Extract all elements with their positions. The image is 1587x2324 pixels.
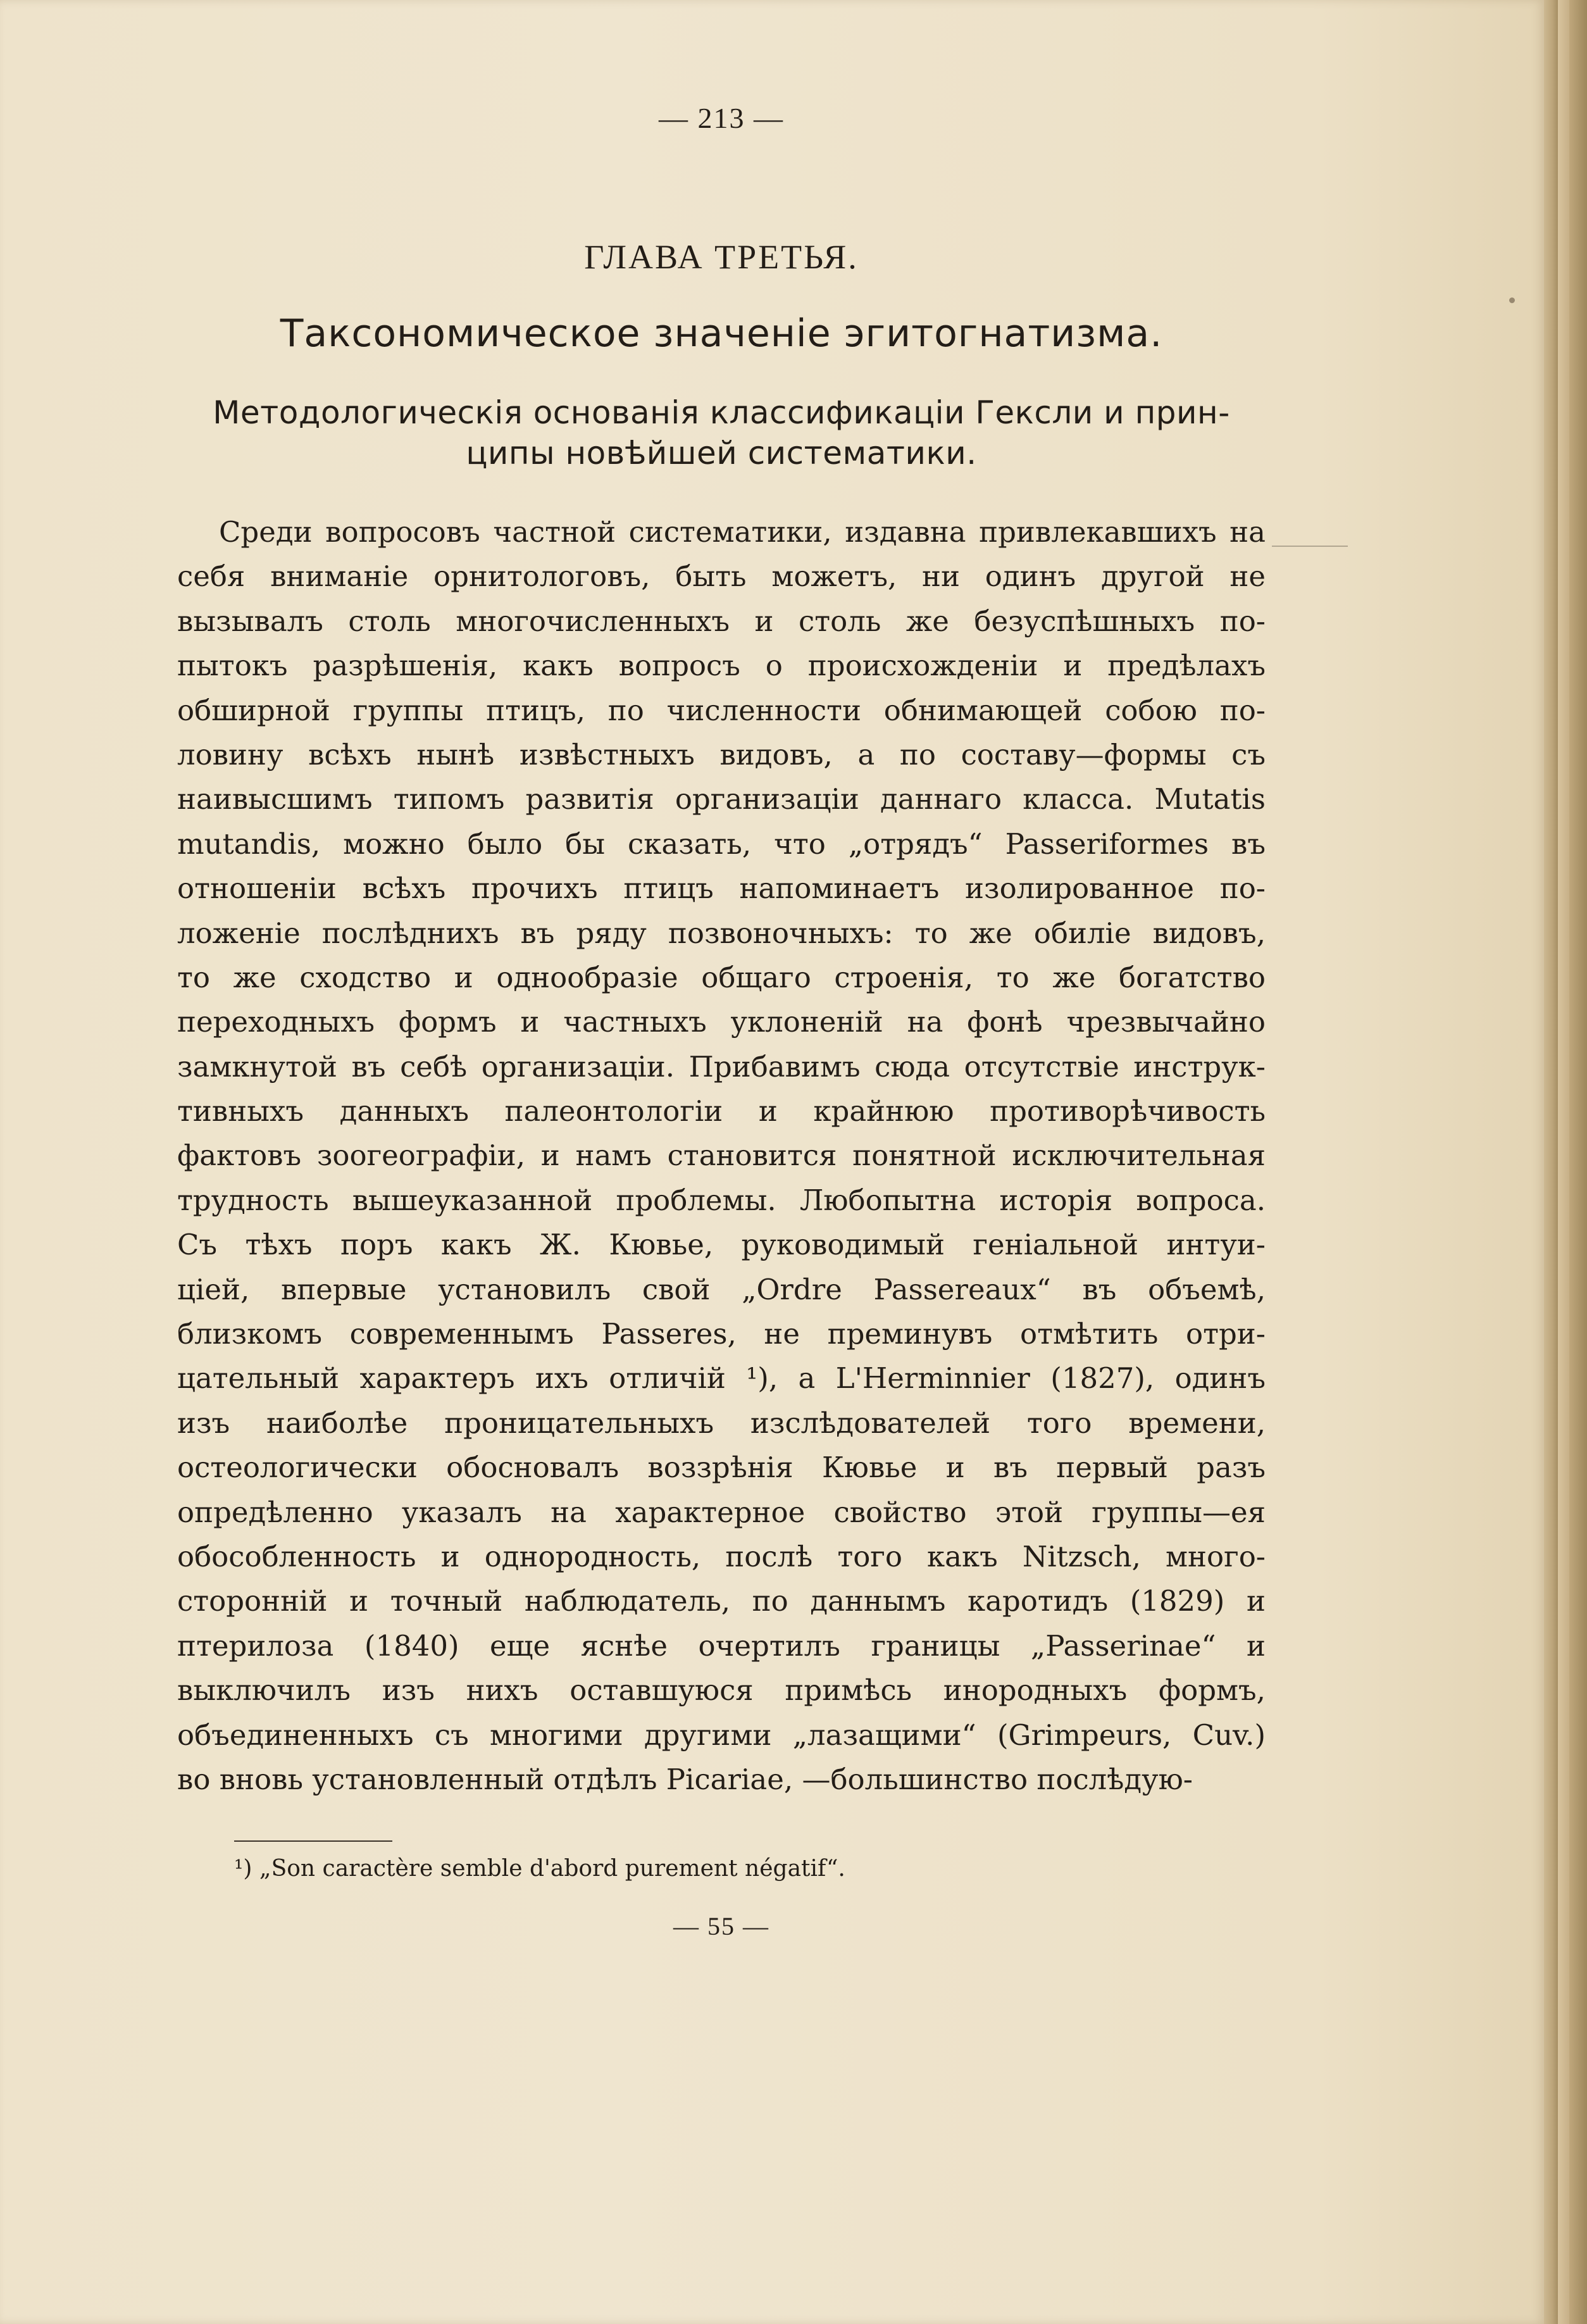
text-line: близкомъ современнымъ Passeres, не преминувъ отмѣтить отри- (177, 1317, 1266, 1351)
text-line: переходныхъ формъ и частныхъ уклоненій на фонѣ чрезвычайно (177, 1005, 1266, 1039)
footnote-divider (234, 1840, 392, 1842)
text-line: Съ тѣхъ поръ какъ Ж. Кювье, руководимый геніальной интуи- (177, 1228, 1266, 1262)
chapter-title: Таксономическое значеніе эгитогнатизма. (280, 311, 1163, 356)
text-line: объединенныхъ съ многими другими „лазащими“ (Grimpeurs, Cuv.) (177, 1718, 1266, 1752)
margin-pencil-mark (1272, 546, 1348, 547)
text-line: тивныхъ данныхъ палеонтологіи и крайнюю противорѣчивость (177, 1094, 1266, 1128)
signature-mark: — 55 — (673, 1912, 769, 1940)
text-line: ловину всѣхъ нынѣ извѣстныхъ видовъ, а по составу—формы съ (177, 737, 1266, 772)
page-edge (1558, 0, 1569, 2324)
text-line: выключилъ изъ нихъ оставшуюся примѣсь инородныхъ формъ, (177, 1673, 1266, 1708)
text-line: mutandis, можно было бы сказать, что „отрядъ“ Passeriformes въ (177, 827, 1266, 861)
chapter-subtitle (177, 392, 1266, 473)
text-line: себя вниманіе орнитологовъ, быть можетъ, ни одинъ другой не (177, 559, 1266, 594)
text-line: трудность вышеуказанной проблемы. Любопытна исторія вопроса. (177, 1183, 1266, 1217)
text-line: обширной группы птицъ, по численности обнимающей собою по- (177, 693, 1266, 727)
text-line: во вновь установленный отдѣлъ Picariae, —большинство послѣдую- (177, 1762, 1193, 1796)
text-line: цательный характеръ ихъ отличій ¹), а L'Herminnier (1827), одинъ (177, 1361, 1266, 1396)
text-line: ціей, впервые установилъ свой „Ordre Passereaux“ въ объемѣ, (177, 1272, 1266, 1306)
text-line: изъ наиболѣе проницательныхъ изслѣдователей того времени, (177, 1406, 1266, 1440)
subtitle-line: ципы новѣйшей систематики. (466, 435, 977, 472)
text-line: обособленность и однородность, послѣ того какъ Nitzsch, много- (177, 1539, 1266, 1573)
text-line: пытокъ разрѣшенія, какъ вопросъ о происхожденіи и предѣлахъ (177, 649, 1266, 683)
text-line: сторонній и точный наблюдатель, по даннымъ каротидъ (1829) и (177, 1584, 1266, 1618)
margin-spot (1509, 297, 1515, 303)
text-line: вызывалъ столь многочисленныхъ и столь же безуспѣшныхъ по- (177, 604, 1266, 638)
text-line: фактовъ зоогеографіи, и намъ становится понятной исключительная (177, 1139, 1266, 1173)
page-number: — 213 — (659, 102, 784, 134)
page-edge (1569, 0, 1587, 2324)
body-paragraph (177, 510, 1266, 1802)
text-line: отношеніи всѣхъ прочихъ птицъ напоминаетъ изолированное по- (177, 872, 1266, 906)
chapter-label: ГЛАВА ТРЕТЬЯ. (584, 238, 859, 276)
page-edge (1544, 0, 1558, 2324)
text-line: остеологически обосновалъ воззрѣнія Кювье и въ первый разъ (177, 1451, 1266, 1485)
text-line: опредѣленно указалъ на характерное свойство этой группы—ея (177, 1495, 1266, 1529)
text-line: Среди вопросовъ частной систематики, издавна привлекавшихъ на (219, 515, 1266, 549)
footnote: ¹) „Son caractère semble d'abord purement négatif“. (234, 1856, 845, 1882)
text-line: ложеніе послѣднихъ въ ряду позвоночныхъ: то же обиліе видовъ, (177, 916, 1266, 950)
subtitle-line: Методологическія основанія классификаціи Гексли и прин- (213, 394, 1230, 431)
text-line: птерилоза (1840) еще яснѣе очертилъ границы „Passerinae“ и (177, 1628, 1266, 1663)
text-line: то же сходство и однообразіе общаго строенія, то же богатство (177, 960, 1266, 994)
text-line: замкнутой въ себѣ организаціи. Прибавимъ сюда отсутствіе инструк- (177, 1049, 1266, 1084)
text-line: наивысшимъ типомъ развитія организаціи даннаго класса. Mutatis (177, 782, 1266, 816)
